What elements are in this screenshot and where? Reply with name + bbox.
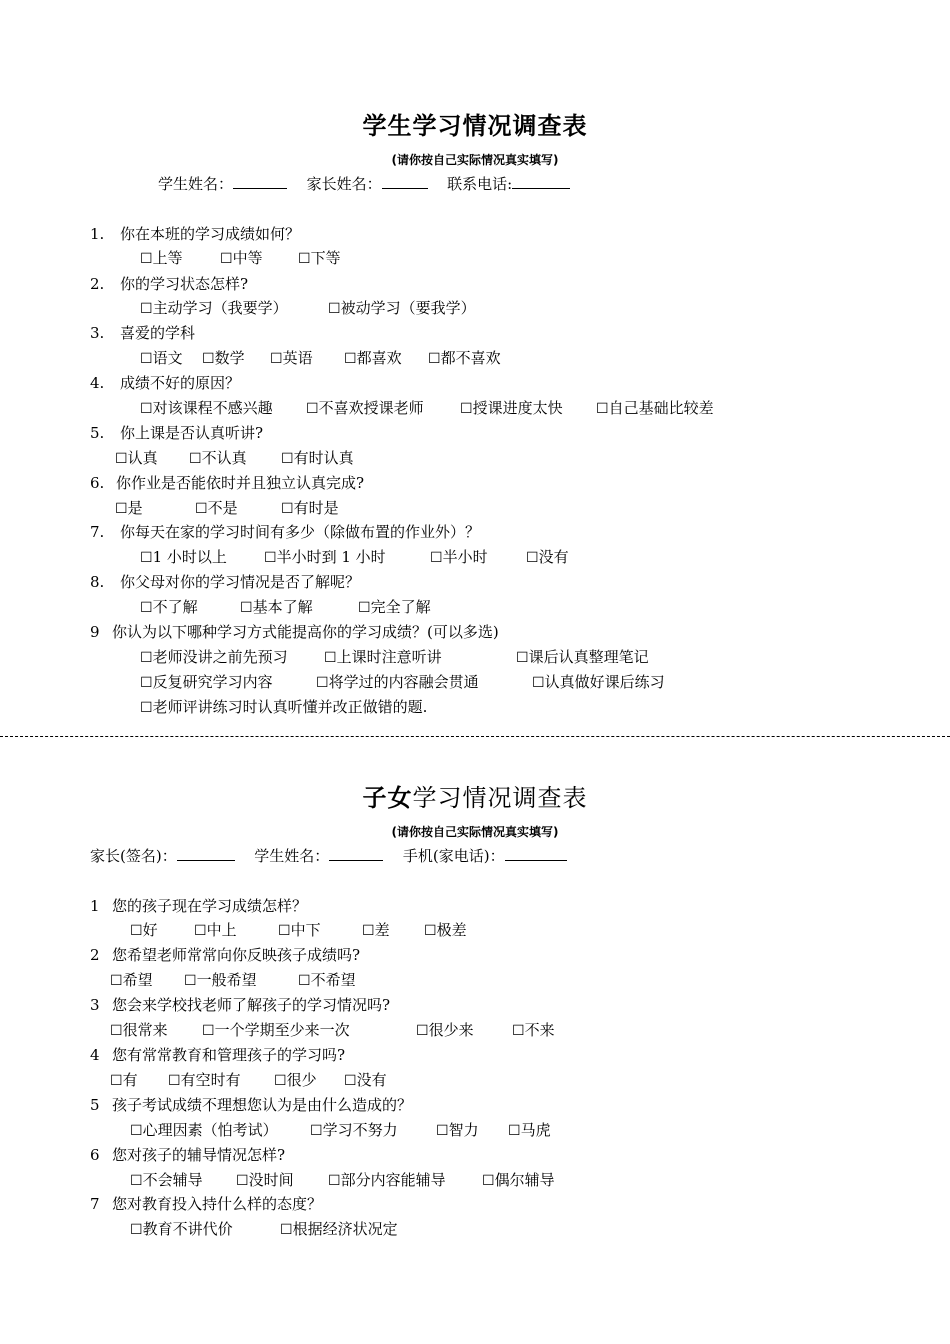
option-item[interactable] [310,1120,398,1141]
option-label: 将学过的内容融会贯通 [328,673,479,691]
option-item[interactable] [280,1219,398,1240]
option-label: 英语 [282,349,313,367]
form2-title-rest: 学习情况调查表 [412,784,588,812]
checkbox-icon[interactable]: ☐ [512,1023,525,1039]
option-label: 老师评讲练习时认真听懂并改正做错的题. [152,698,428,716]
checkbox-icon[interactable]: ☐ [140,251,153,267]
checkbox-icon[interactable]: ☐ [130,923,143,939]
checkbox-icon[interactable]: ☐ [328,301,341,317]
option-item[interactable] [274,1070,317,1091]
f1-question-1 [90,224,300,244]
option-label: 没有 [538,548,569,566]
checkbox-icon[interactable]: ☐ [189,451,202,467]
form2-title [0,778,950,813]
option-item[interactable] [140,547,227,568]
option-item[interactable] [508,1120,551,1141]
option-label: 心理因素（怕考试） [142,1121,278,1139]
question-number: 4 [90,1046,100,1064]
checkbox-icon[interactable]: ☐ [274,1073,287,1089]
question-text: 你上课是否认真听讲? [120,424,264,442]
checkbox-icon[interactable]: ☐ [316,675,329,691]
option-label: 完全了解 [370,598,431,616]
parent-name-label: 家长姓名： [306,175,382,193]
option-item[interactable] [532,672,665,693]
option-label: 都不喜欢 [440,349,501,367]
form1-subtitle: (请你按自己实际情况真实填写) [391,153,559,167]
option-label: 对该课程不感兴趣 [152,399,273,417]
checkbox-icon[interactable]: ☐ [140,600,153,616]
phone-field[interactable] [512,174,570,189]
option-label: 好 [142,921,158,939]
option-item[interactable] [306,398,424,419]
option-label: 不了解 [152,598,198,616]
option-item[interactable] [240,597,313,618]
option-label: 差 [374,921,390,939]
option-label: 半小时 [442,548,488,566]
option-label: 语文 [152,349,183,367]
student-name-label: 学生姓名： [254,847,330,865]
checkbox-icon[interactable]: ☐ [344,351,357,367]
option-item[interactable] [436,1120,479,1141]
question-number: 6 [90,1146,100,1164]
checkbox-icon[interactable]: ☐ [298,973,311,989]
form2-subtitle: (请你按自己实际情况真实填写) [391,825,559,839]
question-number: 7 [90,1195,100,1213]
option-label: 有空时有 [180,1071,241,1089]
option-item[interactable] [130,1170,203,1191]
question-text: 你的学习状态怎样? [120,275,249,293]
option-item[interactable] [140,647,288,668]
option-label: 部分内容能辅导 [340,1171,446,1189]
option-item[interactable] [596,398,714,419]
option-label: 中等 [232,249,263,267]
f2-question-2 [90,945,360,965]
checkbox-icon[interactable]: ☐ [264,550,277,566]
option-label: 不喜欢授课老师 [318,399,424,417]
f1-question-2 [90,274,248,294]
checkbox-icon[interactable]: ☐ [358,600,371,616]
option-label: 学习不努力 [322,1121,398,1139]
parent-signature-label: 家长(签名)： [90,847,177,865]
option-label: 认真做好课后练习 [544,673,665,691]
checkbox-icon[interactable]: ☐ [270,351,283,367]
option-item[interactable] [428,348,501,369]
option-item[interactable] [194,920,237,941]
option-label: 智力 [448,1121,479,1139]
option-item[interactable] [202,348,245,369]
option-item[interactable] [362,920,390,941]
option-item[interactable] [482,1170,555,1191]
checkbox-icon[interactable]: ☐ [526,550,539,566]
checkbox-icon[interactable]: ☐ [140,650,153,666]
option-item[interactable] [298,970,356,991]
checkbox-icon[interactable]: ☐ [140,675,153,691]
option-label: 上课时注意听讲 [336,648,442,666]
cut-line-divider [0,736,950,737]
student-name-field[interactable] [233,174,287,189]
checkbox-icon[interactable]: ☐ [240,600,253,616]
option-item[interactable] [526,547,569,568]
option-item[interactable] [140,672,273,693]
option-label: 很常来 [122,1021,168,1039]
checkbox-icon[interactable]: ☐ [508,1123,521,1139]
question-number: 8. [90,573,105,591]
checkbox-icon[interactable]: ☐ [306,401,319,417]
f2-question-4 [90,1045,345,1065]
option-item[interactable] [430,547,488,568]
question-text: 您对孩子的辅导情况怎样? [112,1146,286,1164]
option-label: 教育不讲代价 [142,1220,233,1238]
option-item[interactable] [358,597,431,618]
option-label: 不来 [524,1021,555,1039]
checkbox-icon[interactable]: ☐ [436,1123,449,1139]
option-item[interactable] [140,348,183,369]
form1-title: 学生学习情况调查表 [362,111,588,140]
option-item[interactable] [140,398,273,419]
option-item[interactable] [424,920,467,941]
question-text: 喜爱的学科 [120,324,196,342]
option-item[interactable] [168,1070,241,1091]
option-label: 老师没讲之前先预习 [152,648,288,666]
student-name-field[interactable] [329,846,383,861]
option-item[interactable] [516,647,649,668]
checkbox-icon[interactable]: ☐ [344,1073,357,1089]
option-item[interactable] [140,697,427,718]
question-text: 您对教育投入持什么样的态度？ [112,1195,323,1213]
option-label: 很少来 [428,1021,474,1039]
f1-question-5 [90,423,263,443]
option-label: 马虎 [520,1121,551,1139]
question-number: 3. [90,324,105,342]
option-item[interactable] [110,970,153,991]
question-text: 成绩不好的原因？ [120,374,241,392]
question-number: 6. [90,474,105,492]
option-item[interactable] [270,348,313,369]
checkbox-icon[interactable]: ☐ [362,923,375,939]
option-item[interactable] [130,920,158,941]
option-label: 授课进度太快 [472,399,563,417]
checkbox-icon[interactable]: ☐ [482,1173,495,1189]
option-label: 偶尔辅导 [494,1171,555,1189]
checkbox-icon[interactable]: ☐ [140,700,153,716]
checkbox-icon[interactable]: ☐ [140,351,153,367]
option-label: 是 [127,499,143,517]
student-name-label: 学生姓名： [158,175,234,193]
f1-question-8 [90,572,360,592]
option-label: 很少 [286,1071,317,1089]
option-label: 自己基础比较差 [608,399,714,417]
form2-fields [90,846,567,866]
checkbox-icon[interactable]: ☐ [195,501,208,517]
checkbox-icon[interactable]: ☐ [236,1173,249,1189]
checkbox-icon[interactable]: ☐ [110,973,123,989]
option-label: 被动学习（要我学） [340,299,476,317]
option-item[interactable] [115,498,143,519]
option-label: 希望 [122,971,153,989]
checkbox-icon[interactable]: ☐ [298,251,311,267]
option-item[interactable] [110,1020,168,1041]
mobile-label: 手机(家电话)： [402,847,505,865]
option-label: 不希望 [310,971,356,989]
question-number: 1. [90,225,105,243]
f2-question-5 [90,1095,412,1115]
option-item[interactable] [316,672,479,693]
checkbox-icon[interactable]: ☐ [416,1023,429,1039]
option-item[interactable] [344,348,402,369]
option-item[interactable] [236,1170,294,1191]
question-number: 9 [90,623,100,641]
option-label: 基本了解 [252,598,313,616]
checkbox-icon[interactable]: ☐ [140,550,153,566]
f1-question-9 [90,622,499,642]
checkbox-icon[interactable]: ☐ [281,501,294,517]
f2-question-7 [90,1194,322,1214]
checkbox-icon[interactable]: ☐ [281,451,294,467]
option-item[interactable] [189,448,247,469]
option-label: 有时是 [293,499,339,517]
checkbox-icon[interactable]: ☐ [184,973,197,989]
option-label: 不会辅导 [142,1171,203,1189]
question-text: 你认为以下哪种学习方式能提高你的学习成绩？(可以多选) [112,623,499,641]
checkbox-icon[interactable]: ☐ [324,650,337,666]
option-label: 根据经济状况定 [292,1220,398,1238]
question-number: 2. [90,275,105,293]
question-text: 您会来学校找老师了解孩子的学习情况吗? [112,996,391,1014]
checkbox-icon[interactable]: ☐ [110,1073,123,1089]
option-item[interactable] [140,597,198,618]
option-item[interactable] [115,448,158,469]
option-label: 不认真 [201,449,247,467]
f2-question-1 [90,896,307,916]
option-label: 上等 [152,249,183,267]
option-label: 中上 [206,921,237,939]
question-text: 您有常常教育和管理孩子的学习吗? [112,1046,346,1064]
checkbox-icon[interactable]: ☐ [130,1222,143,1238]
option-item[interactable] [328,1170,446,1191]
checkbox-icon[interactable]: ☐ [202,1023,215,1039]
checkbox-icon[interactable]: ☐ [130,1123,143,1139]
parent-signature-field[interactable] [177,846,235,861]
question-text: 你每天在家的学习时间有多少（除做布置的作业外）？ [120,523,481,541]
option-item[interactable] [140,248,183,269]
checkbox-icon[interactable]: ☐ [428,351,441,367]
option-item[interactable] [140,298,288,319]
option-item[interactable] [278,920,321,941]
f1-question-4 [90,373,240,393]
option-item[interactable] [328,298,476,319]
checkbox-icon[interactable]: ☐ [328,1173,341,1189]
option-item[interactable] [264,547,386,568]
checkbox-icon[interactable]: ☐ [168,1073,181,1089]
question-text: 您的孩子现在学习成绩怎样？ [112,897,308,915]
question-number: 7. [90,523,105,541]
option-item[interactable] [416,1020,474,1041]
checkbox-icon[interactable]: ☐ [220,251,233,267]
checkbox-icon[interactable]: ☐ [115,501,128,517]
phone-label: 联系电话: [447,175,513,193]
f2-question-3 [90,995,390,1015]
checkbox-icon[interactable]: ☐ [430,550,443,566]
option-label: 反复研究学习内容 [152,673,273,691]
question-number: 1 [90,897,100,915]
option-label: 有时认真 [293,449,354,467]
option-item[interactable] [130,1219,233,1240]
form2-title-bold: 子女 [362,783,413,812]
checkbox-icon[interactable]: ☐ [202,351,215,367]
checkbox-icon[interactable]: ☐ [278,923,291,939]
question-text: 你父母对你的学习情况是否了解呢？ [120,573,361,591]
question-number: 5. [90,424,105,442]
question-text: 你在本班的学习成绩如何？ [120,225,301,243]
option-item[interactable] [344,1070,387,1091]
checkbox-icon[interactable]: ☐ [140,301,153,317]
checkbox-icon[interactable]: ☐ [596,401,609,417]
option-label: 主动学习（我要学） [152,299,288,317]
question-number: 3 [90,996,100,1014]
checkbox-icon[interactable]: ☐ [280,1222,293,1238]
option-item[interactable] [281,498,339,519]
option-item[interactable] [184,970,257,991]
option-item[interactable] [324,647,442,668]
option-item[interactable] [298,248,341,269]
f1-question-6 [90,473,364,493]
checkbox-icon[interactable]: ☐ [516,650,529,666]
parent-name-field[interactable] [382,174,428,189]
f1-question-7 [90,522,480,542]
option-label: 课后认真整理笔记 [528,648,649,666]
checkbox-icon[interactable]: ☐ [460,401,473,417]
checkbox-icon[interactable]: ☐ [424,923,437,939]
option-label: 有 [122,1071,138,1089]
option-label: 数学 [214,349,245,367]
f1-question-3 [90,323,195,343]
question-number: 5 [90,1096,100,1114]
checkbox-icon[interactable]: ☐ [140,401,153,417]
option-label: 1 小时以上 [152,548,227,566]
option-item[interactable] [130,1120,278,1141]
option-label: 都喜欢 [356,349,402,367]
question-number: 2 [90,946,100,964]
option-label: 半小时到 1 小时 [276,548,386,566]
option-label: 不是 [207,499,238,517]
option-label: 中下 [290,921,321,939]
checkbox-icon[interactable]: ☐ [115,451,128,467]
option-item[interactable] [110,1070,138,1091]
option-label: 下等 [310,249,341,267]
question-number: 4. [90,374,105,392]
option-label: 一个学期至少来一次 [214,1021,350,1039]
checkbox-icon[interactable]: ☐ [130,1173,143,1189]
checkbox-icon[interactable]: ☐ [310,1123,323,1139]
option-item[interactable] [512,1020,555,1041]
f2-question-6 [90,1145,285,1165]
question-text: 你作业是否能依时并且独立认真完成? [116,474,365,492]
option-label: 极差 [436,921,467,939]
option-item[interactable] [195,498,238,519]
option-label: 认真 [127,449,158,467]
option-label: 没有 [356,1071,387,1089]
option-item[interactable] [281,448,354,469]
option-item[interactable] [220,248,263,269]
question-text: 您希望老师常常向你反映孩子成绩吗? [112,946,361,964]
checkbox-icon[interactable]: ☐ [194,923,207,939]
mobile-field[interactable] [505,846,567,861]
option-label: 一般希望 [196,971,257,989]
option-item[interactable] [460,398,563,419]
option-label: 没时间 [248,1171,294,1189]
checkbox-icon[interactable]: ☐ [110,1023,123,1039]
question-text: 孩子考试成绩不理想您认为是由什么造成的？ [112,1096,413,1114]
checkbox-icon[interactable]: ☐ [532,675,545,691]
option-item[interactable] [202,1020,350,1041]
form1-fields [158,174,570,194]
